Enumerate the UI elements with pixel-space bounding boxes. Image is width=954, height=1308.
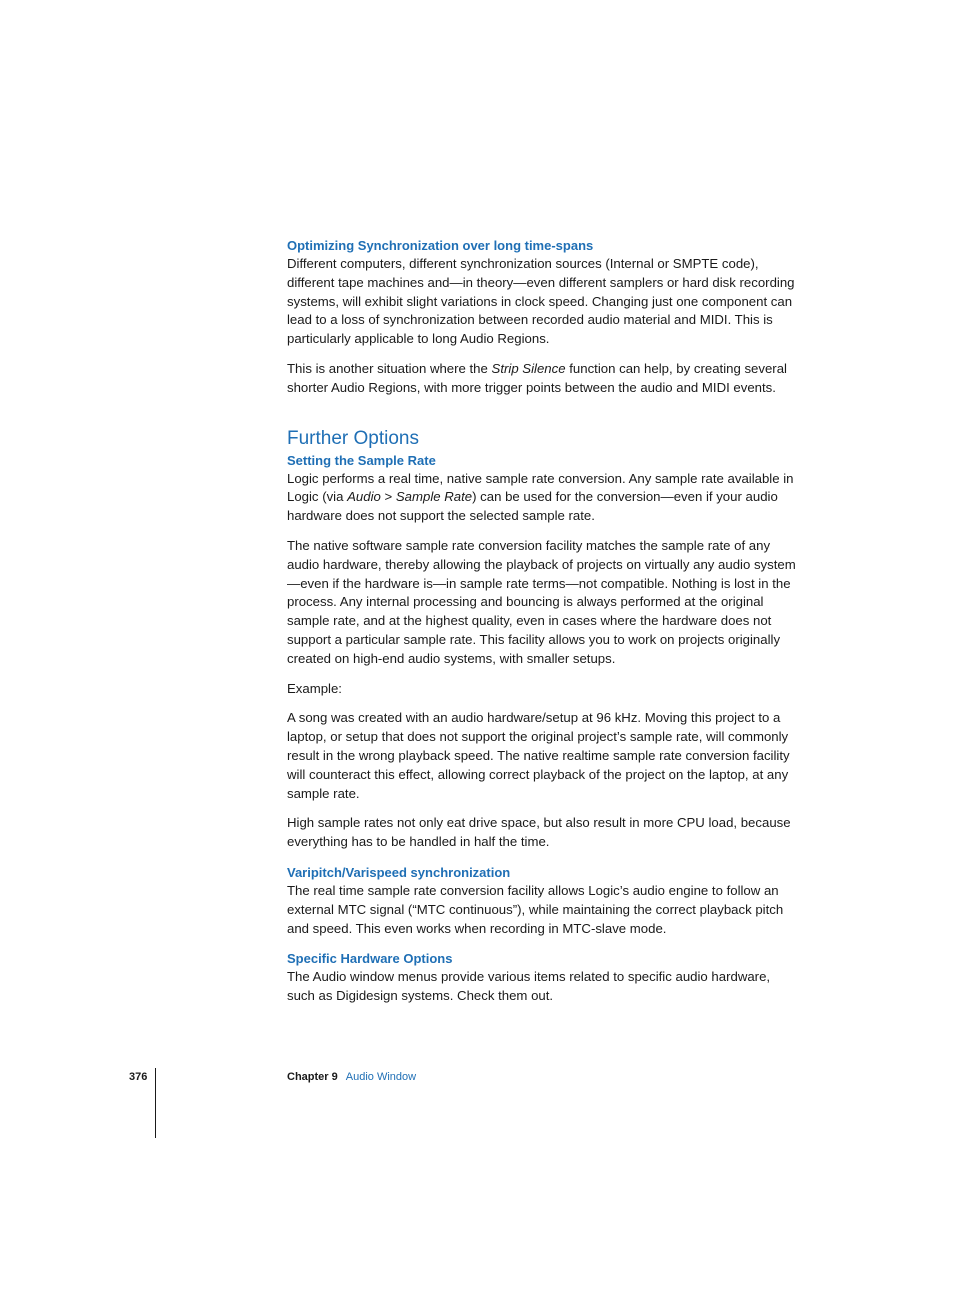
paragraph: The Audio window menus provide various items related to specific audio hardware, such as Digidesign systems. Check them out. (287, 969, 771, 1004)
paragraph: The native software sample rate conversion facility matches the sample rate of any audio hardware, thereby allowing the playback of projects on virtually any audio system—even if the hardware is—in sample rate terms—not compatible. Nothing is lost in the process. Any internal processing and bouncing is always performed at the original sample rate, and at the highest quality, even in cases where the hardware does not support a particular sample rate. This facility allows you to work on projects originally created on high-end audio systems, with smaller setups. (287, 537, 796, 666)
paragraph: The real time sample rate conversion facility allows Logic’s audio engine to follow an external MTC signal (“MTC continuous”), while maintaining the correct playback pitch and speed. This even works when recording in MTC-slave mode. (287, 882, 784, 936)
paragraph (287, 360, 799, 398)
paragraph (287, 470, 799, 526)
text-run: function can help, by creating several shorter Audio Regions, with more trigger points between the audio and MIDI events. (287, 360, 787, 395)
subheading-optimizing-sync: Optimizing Synchronization over long time-spans (287, 238, 594, 253)
italic-term: Strip Silence (491, 360, 566, 376)
text-run: > (380, 489, 396, 505)
paragraph: High sample rates not only eat drive space, but also result in more CPU load, because everything has to be handled in half the time. (287, 815, 791, 850)
paragraph: Example: (287, 680, 342, 696)
section-title-further-options: Further Options (287, 427, 419, 449)
text-run: This is another situation where the (287, 360, 492, 376)
subheading-sample-rate: Setting the Sample Rate (287, 452, 436, 468)
subheading-hardware-options: Specific Hardware Options (287, 951, 453, 967)
paragraph: A song was created with an audio hardware/setup at 96 kHz. Moving this project to a laptop, or setup that does not support the original project’s sample rate, will commonly result in the wrong playback speed. The native realtime sample rate conversion facility will counteract this effect, allowing correct playback of the project on the laptop, at any sample rate. (287, 710, 790, 801)
page-number: 376 (129, 1071, 148, 1083)
italic-term: Sample Rate (395, 489, 473, 505)
footer-divider (155, 1068, 156, 1138)
text-run: Logic performs a real time, native sample rate conversion. Any sample rate available in Logic (via (287, 470, 794, 505)
chapter-name: Audio Window (345, 1071, 417, 1083)
text-run: ) can be used for the conversion—even if your audio hardware does not support the selected sample rate. (287, 489, 778, 524)
page-content (287, 236, 799, 1017)
chapter-label: Chapter 9 (287, 1071, 338, 1083)
paragraph: Different computers, different synchronization sources (Internal or SMPTE code), different tape machines and—in theory—even different samplers or hard disk recording systems, will exhibit slight variations in clock speed. Changing just one component can lead to a loss of synchronization between recorded audio material and MIDI. This is particularly applicable to long Audio Regions. (287, 256, 795, 347)
footer-chapter (287, 1071, 416, 1083)
subheading-varipitch: Varipitch/Varispeed synchronization (287, 864, 511, 880)
italic-term: Audio (347, 489, 381, 505)
